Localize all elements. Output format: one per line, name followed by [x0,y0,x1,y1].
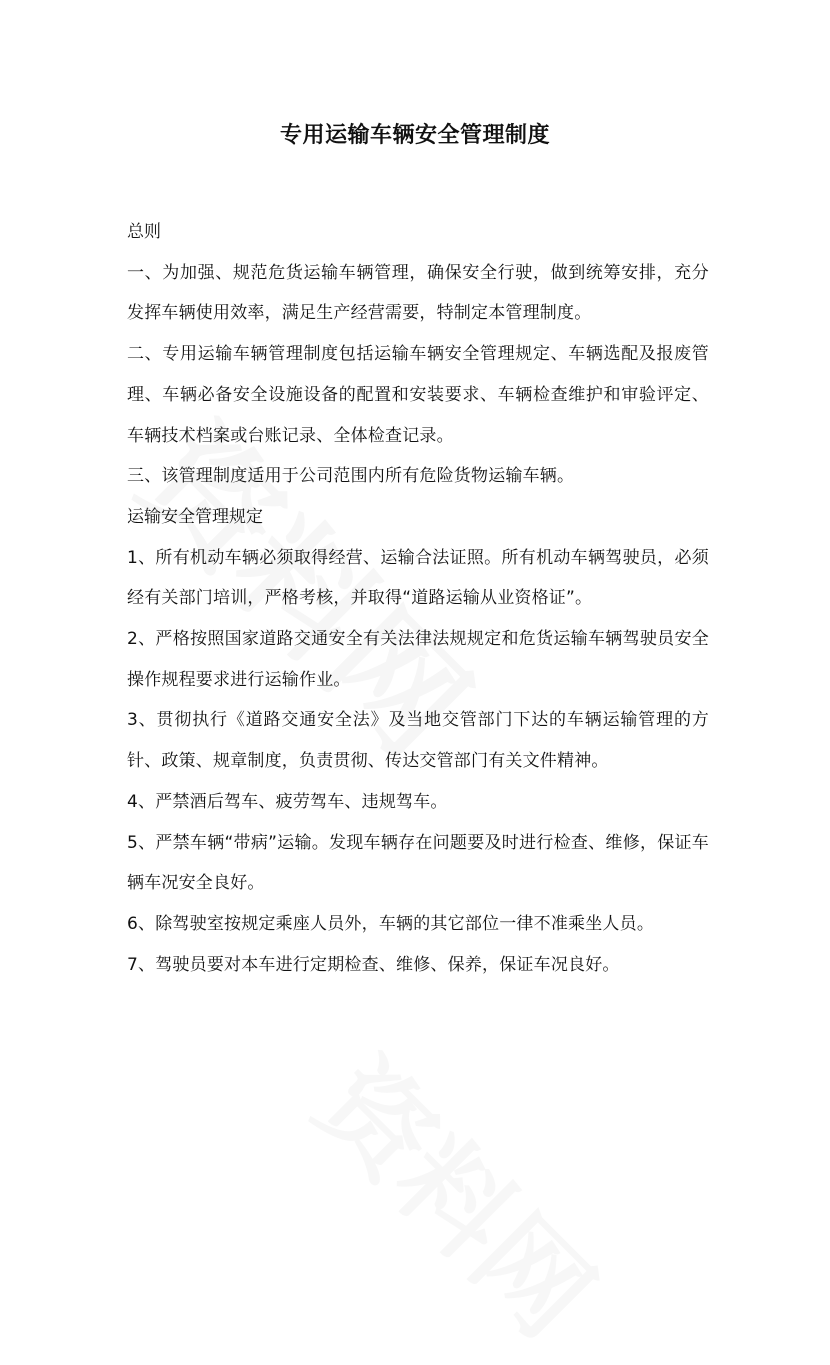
document-title: 专用运输车辆安全管理制度 [279,123,550,148]
paragraph: 1、所有机动车辆必须取得经营、运输合法证照。所有机动车辆驾驶员，必须经有关部门培训，严格考核，并取得“道路运输从业资格证”。 [127,547,709,609]
paragraph: 三、该管理制度适用于公司范围内所有危险货物运输车辆。 [127,466,575,487]
paragraph: 7、驾驶员要对本车进行定期检查、维修、保养，保证车况良好。 [127,954,620,975]
paragraph: 4、严禁酒后驾车、疲劳驾车、违规驾车。 [127,791,448,812]
paragraph: 一、为加强、规范危货运输车辆管理，确保安全行驶，做到统筹安排，充分发挥车辆使用效率，满足生产经营需要，特制定本管理制度。 [127,262,709,324]
paragraph: 二、专用运输车辆管理制度包括运输车辆安全管理规定、车辆选配及报废管理、车辆必备安全设施设备的配置和安装要求、车辆检查维护和审验评定、车辆技术档案或台账记录、全体检查记录。 [127,344,709,446]
section-heading: 运输安全管理规定 [127,506,263,527]
paragraph: 5、严禁车辆“带病”运输。发现车辆存在问题要及时进行检查、维修，保证车辆车况安全良好。 [127,832,709,894]
paragraph: 3、贯彻执行《道路交通安全法》及当地交管部门下达的车辆运输管理的方针、政策、规章制度，负责贯彻、传达交管部门有关文件精神。 [127,710,709,772]
watermark [288,1020,633,1365]
section-heading: 总则 [127,222,161,242]
paragraph: 6、除驾驶室按规定乘座人员外，车辆的其它部位一律不准乘坐人员。 [127,913,655,934]
document-body [127,212,709,985]
paragraph: 2、严格按照国家道路交通安全有关法律法规规定和危货运输车辆驾驶员安全操作规程要求进行运输作业。 [127,629,709,690]
